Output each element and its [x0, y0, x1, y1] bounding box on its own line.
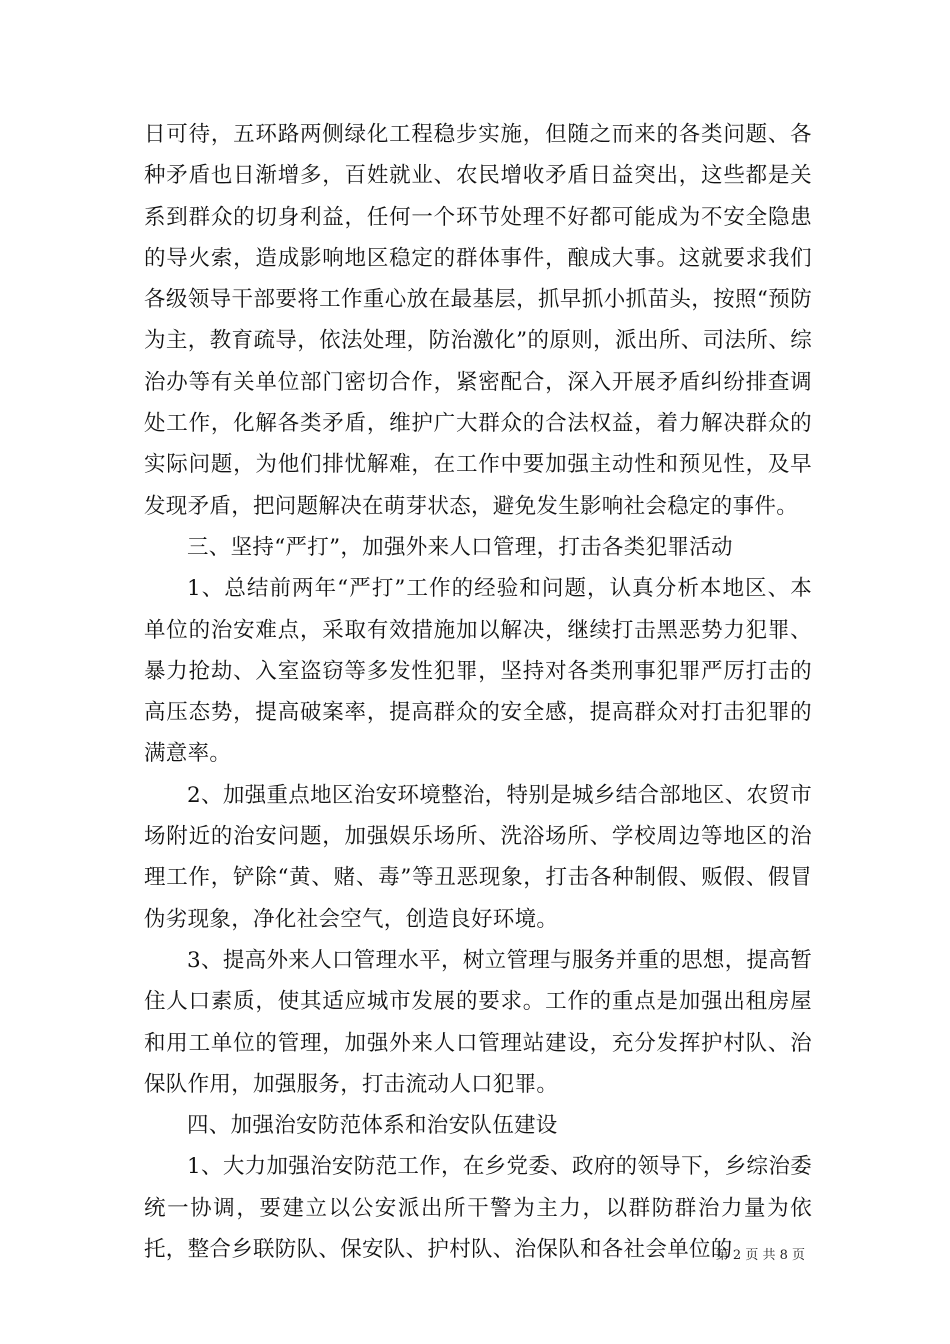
document-body: [144, 114, 812, 1270]
paragraph-3-2: 2、加强重点地区治安环境整治，特别是城乡结合部地区、农贸市场附近的治安问题，加强娱乐场所、洗浴场所、学校周边等地区的治理工作，铲除“黄、赌、毒”等丑恶现象，打击各种制假、贩假、假冒伪劣现象，净化社会空气，创造良好环境。: [144, 782, 812, 932]
section-heading-4: 四、加强治安防范体系和治安队伍建设: [187, 1113, 558, 1139]
page-number-footer: 第 2 页 共 8 页: [715, 1248, 805, 1263]
section-heading-3: 三、坚持“严打”，加强外来人口管理，打击各类犯罪活动: [187, 534, 733, 560]
paragraph-continued: 日可待，五环路两侧绿化工程稳步实施，但随之而来的各类问题、各种矛盾也日渐增多，百姓就业、农民增收矛盾日益突出，这些都是关系到群众的切身利益，任何一个环节处理不好都可能成为不安全隐患的导火索，造成影响地区稳定的群体事件，酿成大事。这就要求我们各级领导干部要将工作重心放在最基层，抓早抓小抓苗头，按照“预防为主，教育疏导，依法处理，防治激化”的原则，派出所、司法所、综治办等有关单位部门密切合作，紧密配合，深入开展矛盾纠纷排查调处工作，化解各类矛盾，维护广大群众的合法权益，着力解决群众的实际问题，为他们排忧解难，在工作中要加强主动性和预见性，及早发现矛盾，把问题解决在萌芽状态，避免发生影响社会稳定的事件。: [144, 122, 812, 519]
paragraph-4-1: 1、大力加强治安防范工作，在乡党委、政府的领导下，乡综治委统一协调，要建立以公安派出所干警为主力，以群防群治力量为依托，整合乡联防队、保安队、护村队、治保队和各社会单位的: [144, 1154, 812, 1263]
paragraph-3-3: 3、提高外来人口管理水平，树立管理与服务并重的思想，提高暂住人口素质，使其适应城市发展的要求。工作的重点是加强出租房屋和用工单位的管理，加强外来人口管理站建设，充分发挥护村队、治保队作用，加强服务，打击流动人口犯罪。: [144, 947, 812, 1097]
paragraph-3-1: 1、总结前两年“严打”工作的经验和问题，认真分析本地区、本单位的治安难点，采取有效措施加以解决，继续打击黑恶势力犯罪、暴力抢劫、入室盗窃等多发性犯罪，坚持对各类刑事犯罪严厉打击的高压态势，提高破案率，提高群众的安全感，提高群众对打击犯罪的满意率。: [144, 576, 812, 767]
